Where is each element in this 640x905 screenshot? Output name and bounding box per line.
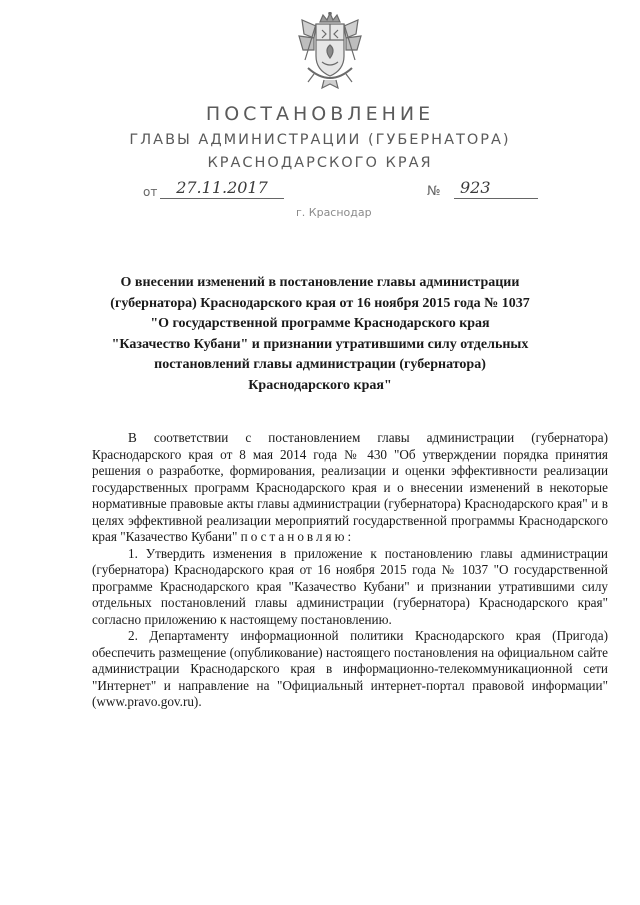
title-line: О внесении изменений в постановление главы администрации [120,275,520,290]
body-paragraph-item-2: 2. Департаменту информационной политики Краснодарского края (Пригода) обеспечить размещение (опубликование) настоящего постановления на официальном сайте администрации Краснодарского края в информационно-телекоммуникационной сети "Интернет" и направление на "Официальный интернет-портал правовой информации" (www.pravo.gov.ru). [92,628,608,709]
date-number-row [0,180,640,206]
document-type-heading: ПОСТАНОВЛЕНИЕ [205,103,435,125]
issue-city: г. Краснодар [296,206,372,219]
body-paragraph-item-1: 1. Утвердить изменения в приложение к постановлению главы администрации (губернатора) Краснодарского края от 16 ноября 2015 года № 1037 "О государственной программе Краснодарского края "Казачество Кубани" и признании утратившими силу отдельных постановлений главы администрации (губернатора) Краснодарского края" согласно приложению к настоящему постановлению. [92,545,608,627]
document-number: 923 [454,178,538,199]
resolution-word: постановляю: [240,529,355,544]
document-body [92,430,608,711]
issuer-heading-line-1: ГЛАВЫ АДМИНИСТРАЦИИ (ГУБЕРНАТОРА) [129,132,511,148]
document-date: 27.11.2017 [160,178,284,199]
title-line: (губернатора) Краснодарского края от 16 ноября 2015 года № 1037 [110,295,530,311]
date-prefix-label: от [143,185,158,199]
document-title [110,273,530,397]
title-line: "Казачество Кубани" и признании утратившими силу отдельных [111,336,529,352]
title-line: Краснодарского края" [248,377,392,393]
title-line: постановлений главы администрации (губернатора) [154,357,486,373]
title-line: "О государственной программе Краснодарского края [150,316,490,332]
preamble-text: В соответствии с постановлением главы администрации (губернатора) Краснодарского края от 8 мая 2014 года № 430 "Об утверждении порядка принятия решения о разработке, формирования, реализации и оценки эффективности реализации государственных программ Краснодарского края и о внесении изменений в некоторые нормативные правовые акты главы администрации (губернатора) Краснодарского края" и в целях эффективной реализации мероприятий государственной программы Краснодарского края "Казачество Кубани" [92,430,608,544]
krasnodar-coat-of-arms-icon [296,12,364,90]
issuer-heading-line-2: КРАСНОДАРСКОГО КРАЯ [207,155,433,171]
body-paragraph-preamble [92,430,608,546]
number-prefix-label: № [427,184,441,199]
